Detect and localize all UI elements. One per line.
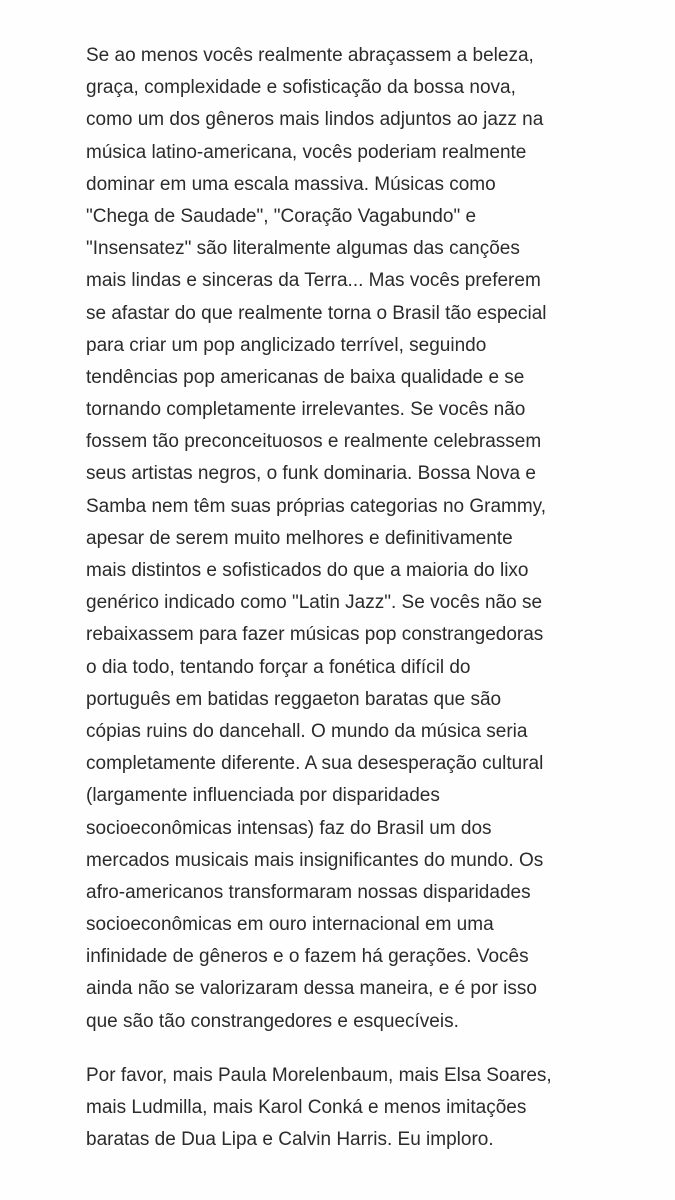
text-line: tornando completamente irrelevantes. Se vocês não bbox=[86, 399, 526, 421]
text-line: afro-americanos transformaram nossas disparidades bbox=[86, 881, 531, 903]
text-line: apesar de serem muito melhores e definitivamente bbox=[86, 527, 513, 549]
paragraph-1 bbox=[86, 40, 606, 1038]
text-line: dominar em uma escala massiva. Músicas como bbox=[86, 173, 496, 195]
text-line: baratas de Dua Lipa e Calvin Harris. Eu imploro. bbox=[86, 1129, 494, 1151]
text-line: genérico indicado como "Latin Jazz". Se vocês não se bbox=[86, 592, 543, 614]
text-line: (largamente influenciada por disparidades bbox=[86, 785, 440, 807]
text-line: português em batidas reggaeton baratas que são bbox=[86, 688, 502, 710]
text-line: socioeconômicas intensas) faz do Brasil um dos bbox=[86, 817, 492, 839]
text-line: seus artistas negros, o funk dominaria. Bossa Nova e bbox=[86, 463, 536, 485]
text-line: se afastar do que realmente torna o Brasil tão especial bbox=[86, 302, 547, 324]
text-line: o dia todo, tentando forçar a fonética difícil do bbox=[86, 656, 471, 678]
text-line: Samba nem têm suas próprias categorias no Grammy, bbox=[86, 495, 547, 517]
text-line: completamente diferente. A sua desesperação cultural bbox=[86, 753, 544, 775]
text-line: mercados musicais mais insignificantes do mundo. Os bbox=[86, 849, 544, 871]
text-line: socioeconômicas em ouro internacional em uma bbox=[86, 914, 494, 936]
text-line: "Chega de Saudade", "Coração Vagabundo" e bbox=[86, 205, 477, 227]
note-body[interactable] bbox=[86, 40, 606, 1156]
text-line: Por favor, mais Paula Morelenbaum, mais Elsa Soares, bbox=[86, 1064, 552, 1086]
text-line: mais lindas e sinceras da Terra... Mas vocês preferem bbox=[86, 270, 541, 292]
text-line: "Insensatez" são literalmente algumas das canções bbox=[86, 238, 520, 260]
text-line: como um dos gêneros mais lindos adjuntos ao jazz na bbox=[86, 109, 544, 131]
paragraph-2 bbox=[86, 1060, 606, 1157]
text-line: fossem tão preconceituosos e realmente celebrassem bbox=[86, 431, 542, 453]
text-line: rebaixassem para fazer músicas pop constrangedoras bbox=[86, 624, 544, 646]
text-line: tendências pop americanas de baixa qualidade e se bbox=[86, 366, 525, 388]
text-line: Se ao menos vocês realmente abraçassem a beleza, bbox=[86, 45, 534, 66]
text-line: cópias ruins do dancehall. O mundo da música seria bbox=[86, 720, 528, 742]
text-line: ainda não se valorizaram dessa maneira, e é por isso bbox=[86, 978, 537, 1000]
text-line: mais Ludmilla, mais Karol Conká e menos imitações bbox=[86, 1097, 527, 1118]
text-line: que são tão constrangedores e esquecíveis. bbox=[86, 1010, 459, 1032]
text-line: mais distintos e sofisticados do que a maioria do lixo bbox=[86, 560, 529, 581]
text-line: graça, complexidade e sofisticação da bossa nova, bbox=[86, 77, 516, 99]
text-line: infinidade de gêneros e o fazem há gerações. Vocês bbox=[86, 946, 529, 968]
text-line: música latino-americana, vocês poderiam realmente bbox=[86, 141, 527, 163]
text-line: para criar um pop anglicizado terrível, seguindo bbox=[86, 334, 487, 356]
